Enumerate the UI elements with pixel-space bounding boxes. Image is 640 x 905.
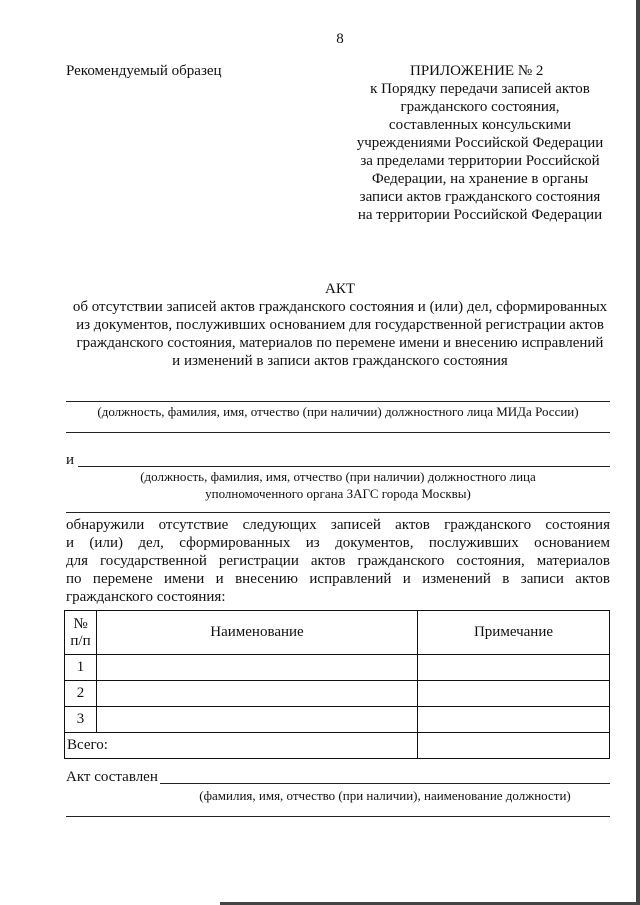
row-name-cell[interactable] xyxy=(97,707,418,733)
paragraph-line: и (или) дел, сформированных из документов, послуживших основанием xyxy=(66,535,610,551)
body-paragraph xyxy=(66,516,610,606)
field1-line[interactable] xyxy=(66,401,610,402)
appendix-line: учреждениями Российской Федерации xyxy=(356,135,604,151)
header-num-line: п/п xyxy=(70,632,91,649)
appendix-line: Федерации, на хранение в органы xyxy=(371,171,589,187)
appendix-block xyxy=(350,62,610,224)
row-num-cell: 2 xyxy=(65,681,97,707)
header-num-line: № xyxy=(73,615,88,632)
appendix-title: ПРИЛОЖЕНИЕ № 2 xyxy=(410,63,544,79)
header-name-cell: Наименование xyxy=(97,611,418,655)
scan-edge-right xyxy=(636,0,640,905)
field2-caption xyxy=(66,468,610,502)
act-subtitle-line: гражданского состояния, материалов по перемене имени и внесению исправлений xyxy=(76,335,604,351)
appendix-line: к Порядку передачи записей актов xyxy=(370,81,590,97)
row-note-cell[interactable] xyxy=(418,655,610,681)
paragraph-line: обнаружили отсутствие следующих записей актов гражданского состояния xyxy=(66,517,610,533)
row-num-cell: 3 xyxy=(65,707,97,733)
paragraph-line: по перемене имени и внесению исправлений и изменений в записи актов xyxy=(66,571,610,587)
row-num-cell: 1 xyxy=(65,655,97,681)
field2-caption-line: уполномоченного органа ЗАГС города Москвы) xyxy=(205,486,471,501)
page-number: 8 xyxy=(336,31,344,47)
composed-label: Акт составлен xyxy=(66,769,158,785)
records-table xyxy=(64,610,610,759)
total-value-cell[interactable] xyxy=(418,733,610,759)
paragraph-line: для государственной регистрации актов гражданского состояния, материалов xyxy=(66,553,610,569)
composed-line[interactable] xyxy=(160,783,610,784)
field2-extra-line[interactable] xyxy=(66,512,610,513)
composed-caption: (фамилия, имя, отчество (при наличии), наименование должности) xyxy=(199,788,571,803)
sample-label: Рекомендуемый образец xyxy=(66,63,222,79)
paragraph-line: гражданского состояния: xyxy=(66,589,226,605)
header-note-cell: Примечание xyxy=(418,611,610,655)
table-header-row xyxy=(65,611,610,655)
appendix-line: составленных консульскими xyxy=(388,117,572,133)
appendix-line: за пределами территории Российской xyxy=(360,153,600,169)
field2-caption-line: (должность, фамилия, имя, отчество (при наличии) должностного лица xyxy=(140,469,536,484)
table-total-row xyxy=(65,733,610,759)
row-note-cell[interactable] xyxy=(418,681,610,707)
field1-extra-line[interactable] xyxy=(66,432,610,433)
act-title: АКТ xyxy=(325,281,355,297)
row-name-cell[interactable] xyxy=(97,655,418,681)
table-row xyxy=(65,655,610,681)
composed-extra-line[interactable] xyxy=(66,816,610,817)
act-subtitle xyxy=(40,298,640,370)
act-subtitle-line: из документов, послуживших основанием для государственной регистрации актов xyxy=(76,317,604,333)
header-num-cell xyxy=(65,611,97,655)
field2-line[interactable] xyxy=(78,466,610,467)
appendix-line: гражданского состояния, xyxy=(400,99,560,115)
act-subtitle-line: об отсутствии записей актов гражданского состояния и (или) дел, сформированных xyxy=(72,299,608,315)
appendix-line: записи актов гражданского состояния xyxy=(359,189,601,205)
total-label-cell: Всего: xyxy=(65,733,418,759)
act-subtitle-line: и изменений в записи актов гражданского состояния xyxy=(172,353,508,369)
row-name-cell[interactable] xyxy=(97,681,418,707)
and-label: и xyxy=(66,452,75,468)
table-row xyxy=(65,681,610,707)
table-row xyxy=(65,707,610,733)
field1-caption: (должность, фамилия, имя, отчество (при наличии) должностного лица МИДа России) xyxy=(97,404,579,419)
appendix-line: на территории Российской Федерации xyxy=(357,207,603,223)
row-note-cell[interactable] xyxy=(418,707,610,733)
